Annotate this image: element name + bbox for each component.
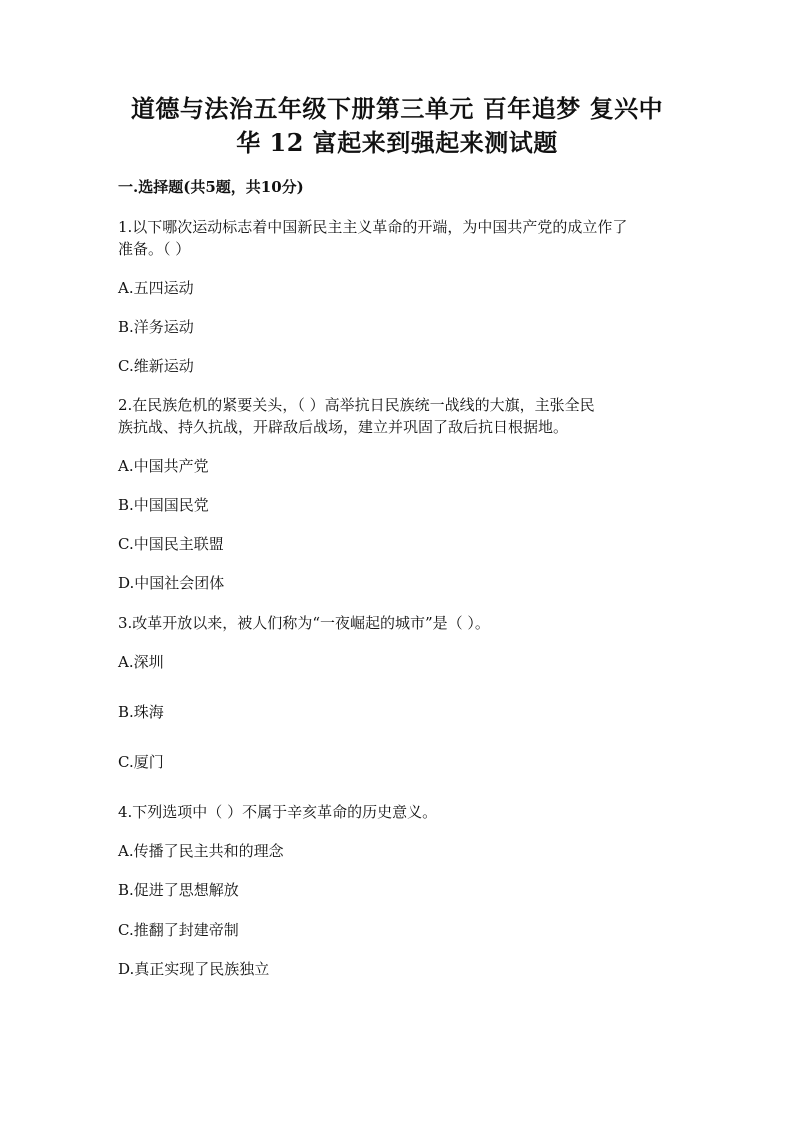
question-1-option-b: B.洋务运动 xyxy=(118,318,194,336)
question-3-option-b: B.珠海 xyxy=(118,703,164,721)
question-3-line-1: 3.改革开放以来，被人们称为“一夜崛起的城市”是（ ）。 xyxy=(118,614,490,632)
question-1 xyxy=(118,216,678,260)
question-1-option-a: A.五四运动 xyxy=(118,279,194,297)
question-3-option-a: A.深圳 xyxy=(118,653,164,671)
question-4-option-a: A.传播了民主共和的理念 xyxy=(118,842,284,860)
question-1-option-c: C.维新运动 xyxy=(118,357,194,375)
section-heading: 一.选择题(共5题，共10分) xyxy=(118,178,304,196)
document-title xyxy=(110,92,684,160)
question-3-option-c: C.厦门 xyxy=(118,753,164,771)
question-2-option-b: B.中国国民党 xyxy=(118,496,209,514)
question-2-option-c: C.中国民主联盟 xyxy=(118,535,224,553)
question-2-line-2: 族抗战、持久抗战，开辟敌后战场，建立并巩固了敌后抗日根据地。 xyxy=(118,418,569,436)
question-1-line-1: 1.以下哪次运动标志着中国新民主主义革命的开端，为中国共产党的成立作了 xyxy=(118,218,628,236)
question-4 xyxy=(118,801,678,823)
question-4-option-c: C.推翻了封建帝制 xyxy=(118,921,239,939)
question-2-line-1: 2.在民族危机的紧要关头，（ ）高举抗日民族统一战线的大旗，主张全民 xyxy=(118,396,595,414)
question-2-option-a: A.中国共产党 xyxy=(118,457,209,475)
question-4-option-d: D.真正实现了民族独立 xyxy=(118,960,270,978)
title-line-2: 华 12 富起来到强起来测试题 xyxy=(236,128,558,157)
question-1-line-2: 准备。（ ） xyxy=(118,240,191,258)
question-4-option-b: B.促进了思想解放 xyxy=(118,881,239,899)
question-2 xyxy=(118,394,678,438)
question-3 xyxy=(118,612,678,634)
question-4-line-1: 4.下列选项中（ ）不属于辛亥革命的历史意义。 xyxy=(118,803,438,821)
question-2-option-d: D.中国社会团体 xyxy=(118,574,225,592)
title-line-1: 道德与法治五年级下册第三单元 百年追梦 复兴中 xyxy=(130,94,664,123)
